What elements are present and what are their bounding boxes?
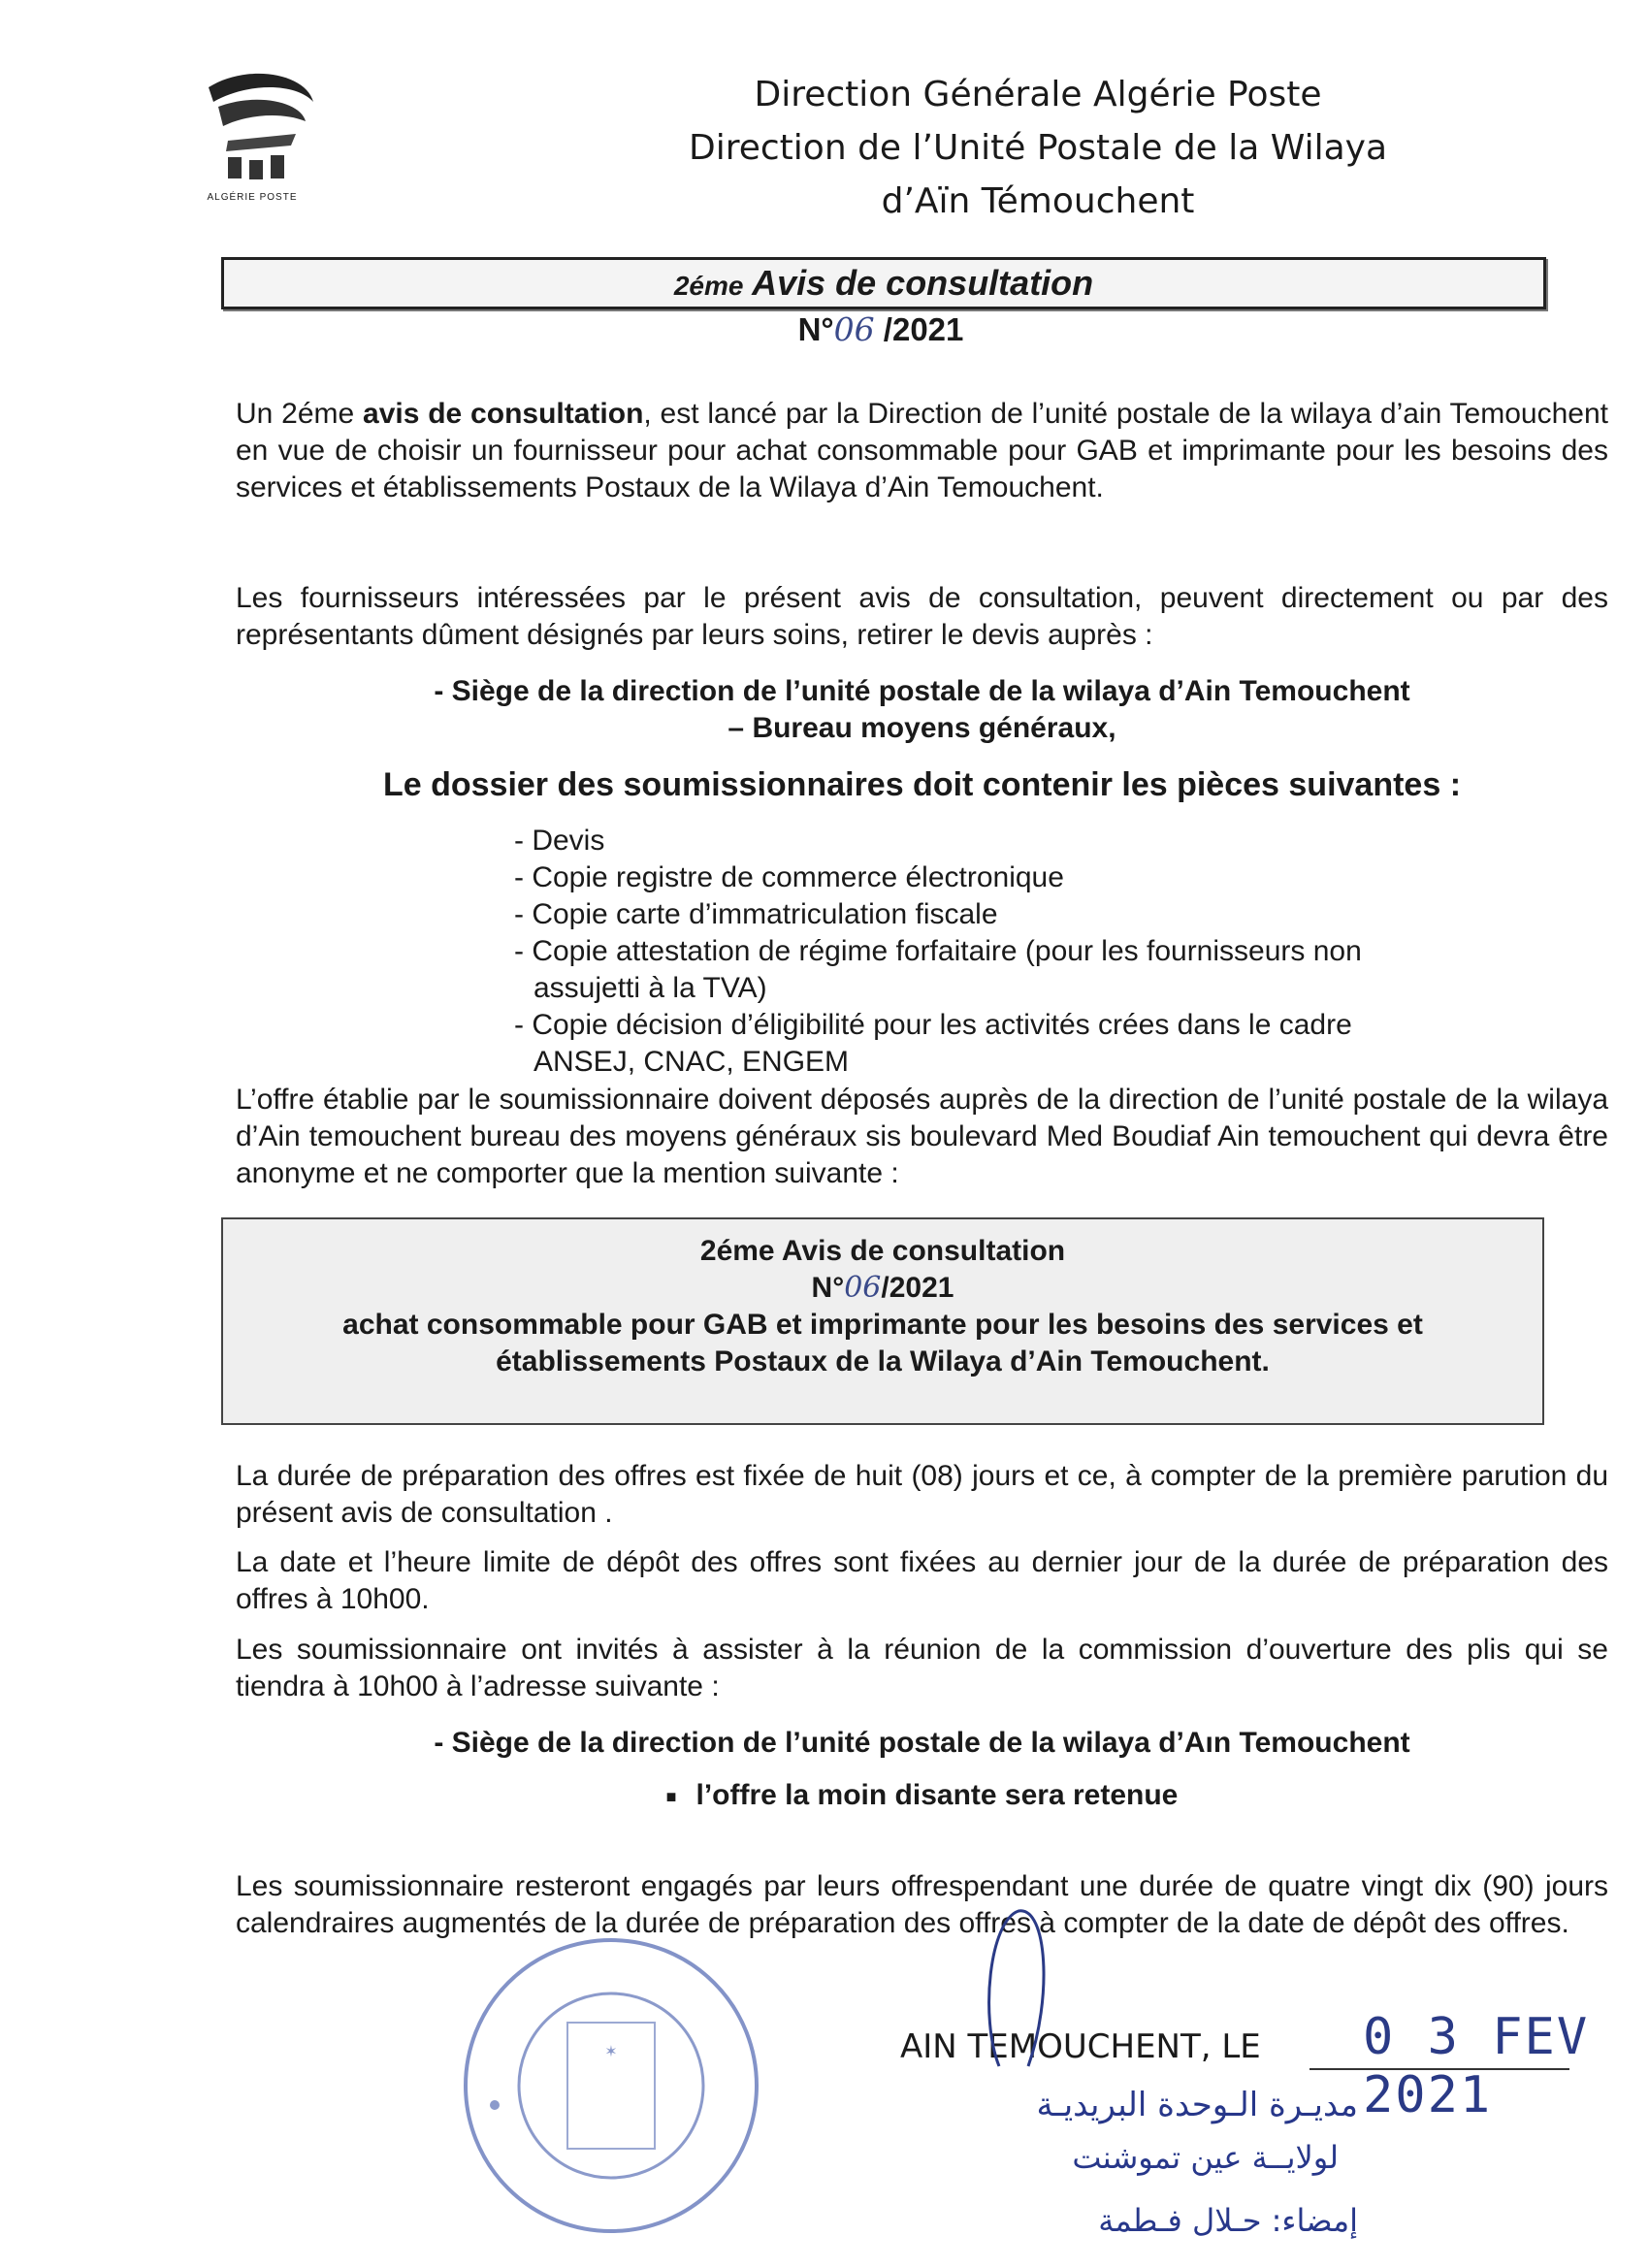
- intro-rest: , est lancé par la Direction de l’unité postale de la wilaya d’ain Temouchent en vue de choisir un fournisseur pour achat consommable pour GAB et imprimante pour les besoins des services et établissements Postaux de la Wilaya d’Ain Temouchent.: [236, 398, 1608, 503]
- official-stamp: [456, 1930, 766, 2241]
- list-item: ANSEJ, CNAC, ENGEM: [534, 1046, 850, 1078]
- numero-year: /2021: [883, 311, 964, 347]
- title-main: Avis de consultation: [752, 263, 1094, 303]
- list-item: - Copie carte d’immatriculation fiscale: [514, 898, 998, 930]
- mention-line-4: établissements Postaux de la Wilaya d’Ain Temouchent.: [496, 1345, 1270, 1377]
- mention-numero-handwritten: 06: [844, 1271, 882, 1305]
- arabic-signature-line: إمضاء: حـلال فـطمة: [1098, 2202, 1358, 2239]
- arabic-title-line-1: مديـرة الـوحدة البريديـة: [1036, 2086, 1358, 2124]
- header-line-2: Direction de l’Unité Postale de la Wilaya: [689, 128, 1387, 168]
- svg-text:✶: ✶: [604, 2042, 618, 2060]
- numero-label: N°: [797, 311, 834, 347]
- location-1-line-2: – Bureau moyens généraux,: [728, 712, 1116, 744]
- bullet-line: [236, 1779, 1608, 1812]
- header-line-3: d’Aïn Témouchent: [881, 181, 1195, 221]
- logo-caption: ALGÉRIE POSTE: [207, 192, 298, 203]
- date-stamp: 0 3 FEV 2021: [1363, 2008, 1590, 2124]
- title-box: [221, 257, 1546, 309]
- list-item: assujetti à la TVA): [534, 972, 767, 1004]
- pieces-list: [514, 823, 1581, 1081]
- list-item: - Copie registre de commerce électronique: [514, 861, 1064, 893]
- duree-paragraph: La durée de préparation des offres est fixée de huit (08) jours et ce, à compter de la première parution du présent avis de consultation .: [236, 1460, 1608, 1529]
- title-prefix: 2éme: [673, 271, 744, 301]
- mention-numero-year: /2021: [881, 1272, 954, 1304]
- arabic-title-line-2: لولايــة عين تموشنت: [1072, 2139, 1339, 2176]
- round-stamp-icon: [456, 1930, 766, 2241]
- signature-place-label: AIN TEMOUCHENT, LE: [900, 2027, 1261, 2066]
- intro-paragraph: [236, 396, 1608, 506]
- list-item: - Devis: [514, 825, 605, 857]
- location-1-line-1: - Siège de la direction de l’unité postale de la wilaya d’Ain Temouchent: [434, 675, 1410, 707]
- mention-line-1: 2éme Avis de consultation: [699, 1235, 1066, 1267]
- bullet-text: l’offre la moin disante sera retenue: [695, 1779, 1179, 1811]
- document-header: [543, 68, 1533, 228]
- numero-handwritten: 06: [833, 310, 875, 348]
- signature-scribble-icon: [970, 1901, 1067, 2076]
- date-paragraph: La date et l’heure limite de dépôt des offres sont fixées au dernier jour de la durée de préparation des offres à 10h00.: [236, 1546, 1608, 1615]
- algerie-poste-logo: [189, 68, 315, 213]
- mention-numero: [223, 1270, 1542, 1307]
- offre-paragraph: L’offre établie par le soumissionnaire doivent déposés auprès de la direction de l’unité postale de la wilaya d’Ain temouchent bureau des moyens généraux sis boulevard Med Boudiaf Ain temouchent qui devra être anonyme et ne comporter que la mention suivante :: [236, 1084, 1608, 1189]
- intro-start: Un 2éme: [236, 398, 364, 430]
- consultation-number: [221, 310, 1540, 348]
- engagement-paragraph: Les soumissionnaire resteront engagés par leurs offrespendant une durée de quatre vingt dix (90) jours calendraires augmentés de la durée de préparation des offres à compter de la date de dépôt des offres.: [236, 1870, 1608, 1939]
- document-title: [674, 263, 1093, 303]
- list-item: - Copie décision d’éligibilité pour les activités crées dans le cadre: [514, 1009, 1352, 1041]
- intro-bold: avis de consultation: [363, 398, 644, 430]
- mention-numero-label: N°: [811, 1272, 845, 1304]
- bullet-square-icon: ■: [665, 1786, 677, 1806]
- location-2: - Siège de la direction de l’unité postale de la wilaya d’Aın Temouchent: [434, 1727, 1410, 1759]
- mention-line-3: achat consommable pour GAB et imprimante pour les besoins des services et: [342, 1309, 1423, 1341]
- dossier-heading: Le dossier des soumissionnaires doit contenir les pièces suivantes :: [382, 766, 1462, 803]
- list-item: - Copie attestation de régime forfaitaire (pour les fournisseurs non: [514, 935, 1362, 967]
- logo-emblem-icon: [189, 68, 315, 189]
- mention-box: [221, 1217, 1544, 1425]
- header-line-1: Direction Générale Algérie Poste: [754, 75, 1322, 114]
- reunion-paragraph: Les soumissionnaire ont invités à assister à la réunion de la commission d’ouverture des plis qui se tiendra à 10h00 à l’adresse suivante :: [236, 1634, 1608, 1702]
- fournisseurs-paragraph: Les fournisseurs intéressées par le présent avis de consultation, peuvent directement ou par des représentants dûment désignés par leurs soins, retirer le devis auprès :: [236, 582, 1608, 651]
